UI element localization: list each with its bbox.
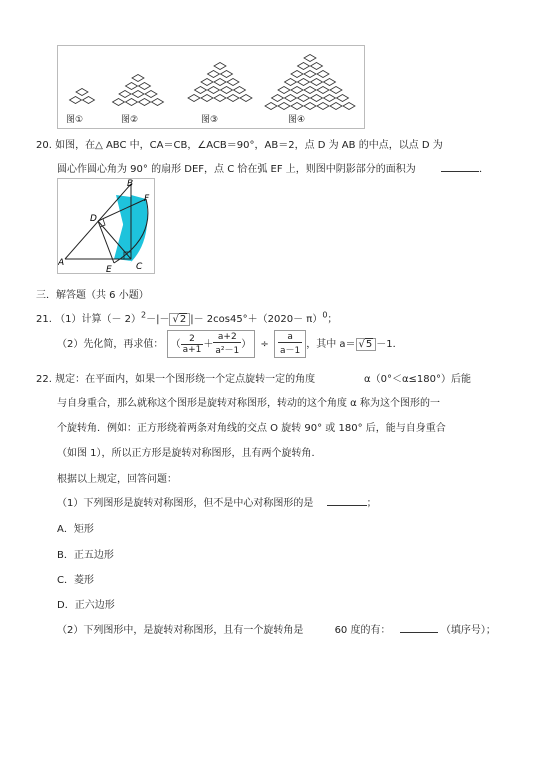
diamond-shape — [317, 103, 329, 110]
q22-sub2-blank[interactable] — [400, 632, 438, 633]
q22-line2: 与自身重合，那么就称这个图形是旋转对称图形，转动的这个角度 α 称为这个图形的一 — [57, 398, 440, 409]
diamond-shape — [70, 97, 82, 104]
q22-sub2-60deg: 60 度的有： — [334, 625, 391, 636]
label-f: F — [144, 194, 150, 204]
diamond-shape — [291, 103, 303, 110]
q22-line5: 根据以上规定，回答问题： — [57, 474, 177, 485]
q21-part1-prefix: （1）计算（－ 2） — [55, 314, 141, 325]
diamond-shape — [285, 79, 297, 86]
q21-part2-end: －1． — [376, 339, 403, 350]
pattern-figure-strip — [57, 45, 365, 129]
q22-sub1 — [57, 494, 377, 509]
q22-sub2-end: （填序号）； — [440, 625, 496, 636]
q20-text-line1: 如图，在△ ABC 中，CA＝CB，∠ACB＝90°，AB＝2，点 D 为 AB 的中点，以点 D 为 — [55, 140, 443, 151]
diamond-shape — [265, 103, 277, 110]
triangle-sector-figure — [57, 178, 155, 274]
diamond-shape — [298, 95, 310, 102]
diamond-shape — [317, 71, 329, 78]
option-a[interactable]: A．矩形 — [57, 524, 94, 535]
diamond-shape — [317, 87, 329, 94]
diamond-shape — [221, 87, 233, 94]
diamond-shape — [304, 103, 316, 110]
q21-expression-box: （ $\frac{2}{a+1}$ ＋ $\frac{a+2}{\text{a²－1}}$ ） — [167, 330, 256, 358]
diamond-shape — [145, 91, 157, 98]
q21-radical-box: √2 — [169, 313, 190, 326]
q21-part2-prefix: （2）先化简，再求值： — [57, 339, 164, 350]
q21-radicand-5: 5 — [365, 338, 373, 350]
diamond-shape — [221, 71, 233, 78]
option-d[interactable]: D．正六边形 — [57, 600, 115, 611]
q22-line1 — [36, 370, 315, 385]
diamond-shape — [311, 63, 323, 70]
diamond-shape — [227, 79, 239, 86]
diamond-shape — [304, 55, 316, 62]
diamond-shape — [83, 97, 95, 104]
q21-radical5-box: √5 — [356, 338, 377, 351]
q21-number: 21. — [36, 314, 52, 325]
q22-sub1-text: （1）下列图形是旋转对称图形，但不是中心对称图形的是 — [57, 498, 314, 509]
diamond-shape — [214, 63, 226, 70]
label-b: B — [127, 179, 134, 189]
diamond-shape — [201, 95, 213, 102]
diamond-shape — [152, 99, 164, 106]
diamond-shape — [330, 103, 342, 110]
q21-exponent: 2 — [141, 310, 147, 320]
label-c: C — [136, 262, 143, 272]
figure-label-4: 图④ — [288, 115, 306, 125]
fraction-3: $\frac{a}{a-1}$ — [279, 332, 301, 356]
fraction-1: $\frac{2}{a+1}$ — [182, 333, 202, 355]
diamond-shape — [76, 89, 88, 96]
fraction-2: $\frac{a+2}{\text{a²－1}}$ — [215, 332, 240, 356]
q22-sub2-text: （2）下列图形中，是旋转对称图形，且有一个旋转角是 — [57, 625, 304, 636]
q21-part2-where: ，其中 a＝ — [306, 339, 356, 350]
q22-sub1-blank[interactable] — [327, 505, 367, 506]
figure-label-1: 图① — [66, 115, 84, 125]
diamond-shape — [324, 95, 336, 102]
diamond-shape — [291, 87, 303, 94]
section-3-title: 三．解答题（共 6 小题） — [36, 290, 149, 301]
diamond-shape — [195, 87, 207, 94]
q22-sub1-end: ； — [366, 498, 377, 509]
diamond-shape — [278, 103, 290, 110]
label-d: D — [90, 214, 97, 224]
geometry-diagram — [58, 179, 154, 273]
diamond-shape — [234, 87, 246, 94]
diamond-shape — [227, 95, 239, 102]
q21-exponent-zero: 0 — [322, 310, 328, 320]
diamond-shape — [214, 79, 226, 86]
q20-end: ． — [479, 164, 489, 175]
diamond-shape — [132, 91, 144, 98]
diamond-shape — [298, 63, 310, 70]
figure-label-3: 图③ — [201, 115, 219, 125]
diamond-shape — [132, 75, 144, 82]
diamond-shape — [337, 95, 349, 102]
q21-part1-mid2: |－ 2cos45°＋（2020－ π） — [190, 314, 323, 325]
diamond-shape — [285, 95, 297, 102]
q22-number: 22. — [36, 374, 52, 385]
q22-line3: 个旋转角．例如：正方形绕着两条对角线的交点 O 旋转 90° 或 180° 后，能与自身重合 — [57, 423, 446, 434]
diamond-shape — [139, 83, 151, 90]
label-a: A — [58, 258, 65, 268]
q21-radicand: 2 — [179, 313, 187, 325]
diamond-shape — [126, 99, 138, 106]
q20-answer-blank[interactable] — [441, 171, 479, 172]
label-e: E — [106, 265, 112, 273]
q20-number: 20. — [36, 140, 52, 151]
q20-text-line2: 圆心作圆心角为 90° 的扇形 DEF，点 C 恰在弧 EF 上，则图中阴影部分的面积为 — [57, 164, 416, 175]
diamond-shape — [113, 99, 125, 106]
diamond-shape — [139, 99, 151, 106]
diamond-shape — [272, 95, 284, 102]
diamond-shape — [304, 87, 316, 94]
q22-sub2 — [57, 621, 496, 636]
diamond-shape — [240, 95, 252, 102]
q22-line4: （如图 1），所以正方形是旋转对称图形，且有两个旋转角． — [57, 448, 322, 459]
diamond-shape — [298, 79, 310, 86]
q22-text-p1a: 规定：在平面内，如果一个图形绕一个定点旋转一定的角度 — [55, 374, 316, 385]
q21-part1-mid1: －|－ — [146, 314, 170, 325]
q21-part1 — [36, 310, 337, 326]
diamond-shape — [311, 79, 323, 86]
diamond-shape — [278, 87, 290, 94]
diamond-shape — [214, 95, 226, 102]
diamond-shape — [343, 103, 355, 110]
diamond-shape — [304, 71, 316, 78]
q21-part1-end: ； — [327, 314, 338, 325]
diamond-shape — [324, 79, 336, 86]
q22-line1-b: α（0°＜α≤180°）后能 — [364, 374, 472, 385]
q20-line2 — [57, 160, 489, 175]
figure-label-2: 图② — [121, 115, 139, 125]
diamond-shape — [208, 71, 220, 78]
option-b[interactable]: B．正五边形 — [57, 550, 114, 561]
q21-divisor-box — [274, 330, 306, 358]
diamond-shape — [291, 71, 303, 78]
q20-line1 — [36, 136, 443, 151]
diamond-shape — [330, 87, 342, 94]
diamond-shape — [208, 87, 220, 94]
diamond-shape — [311, 95, 323, 102]
q21-part2: （2）先化简，再求值： （ $\frac{2}{a+1}$ ＋ $\frac{a+2}{\text{a²－1}}$ ） ÷ $\frac{a}{a-1}$ ，其中 a＝ √5 －1． — [57, 332, 403, 356]
diamond-shape — [201, 79, 213, 86]
diamond-shape — [126, 83, 138, 90]
diamond-shape — [188, 95, 200, 102]
diamond-shape — [119, 91, 131, 98]
option-c[interactable]: C．菱形 — [57, 575, 94, 586]
